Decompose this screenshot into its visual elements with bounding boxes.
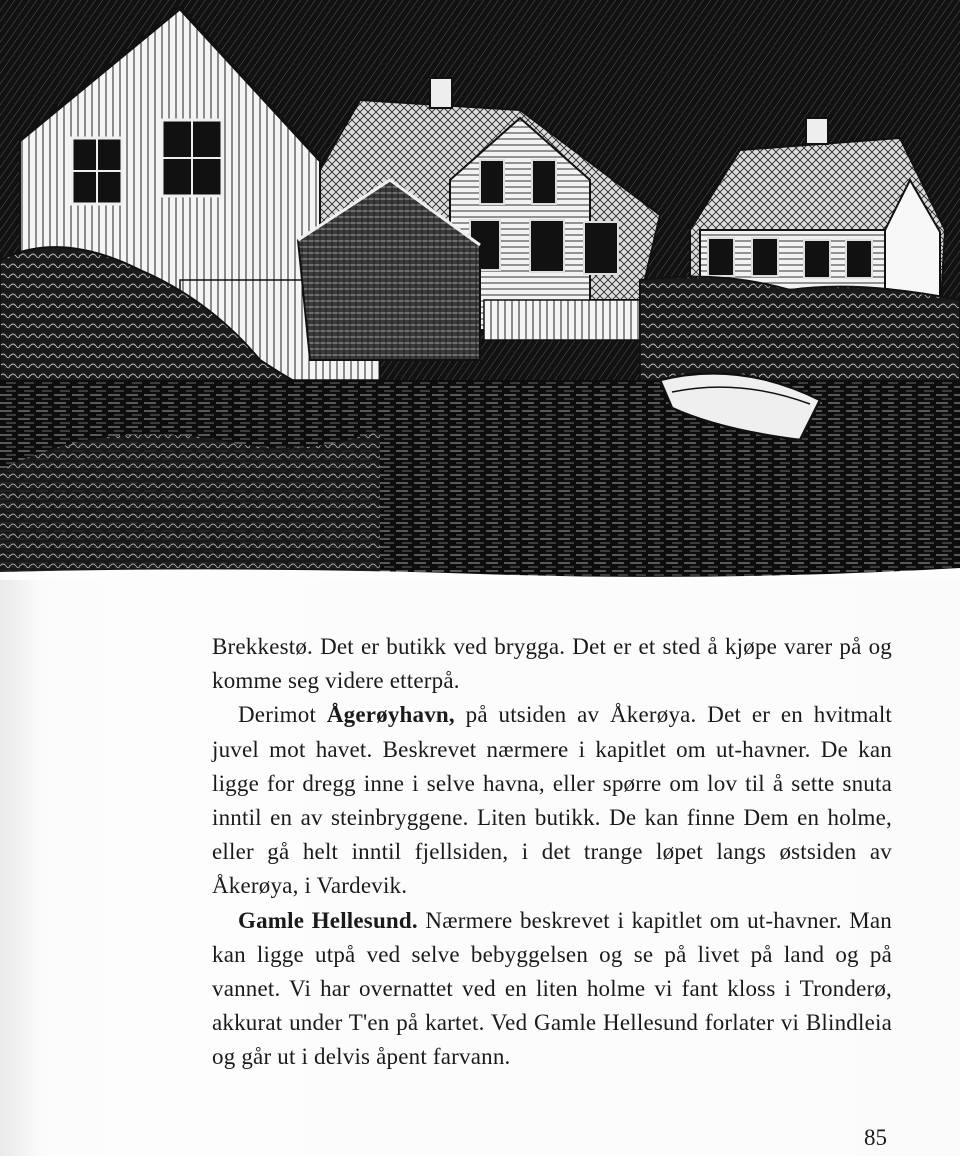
paragraph-text: Brekkestø. Det er butikk ved brygga. Det er et sted å kjøpe varer på og komme seg videre etterpå. <box>212 634 892 694</box>
page-number: 85 <box>864 1125 887 1150</box>
paragraph-text: Nærmere beskrevet i kapitlet om ut-havner. Man kan ligge utpå ved selve bebyggelsen og se på livet på land og på vannet. Vi har overnattet ved en liten holme vi fant kloss i Tronderø, akkurat under T'en på kartet. Ved Gamle Hellesund forlater vi Blindleia og går ut i delvis åpent farvann. <box>212 907 893 1070</box>
body-text <box>212 630 892 1075</box>
place-name-gamle-hellesund: Gamle Hellesund. <box>238 907 418 933</box>
paragraph-brekkesto <box>212 630 892 698</box>
place-name-agerohavn: Ågerøyhavn, <box>326 702 455 728</box>
paragraph-text: på utsiden av Åkerøya. Det er en hvitmalt juvel mot havet. Beskrevet nærmere i kapitlet om ut-havner. De kan ligge for dregg inne i selve havna, eller spørre om lov til å sette snuta inntil en av steinbryggene. Liten butikk. De kan finne Dem en holme, eller gå helt inntil fjellsiden, i det trange løpet langs østsiden av Åkerøya, i Vardevik. <box>212 702 892 899</box>
paragraph-agerohavn <box>212 698 892 903</box>
paragraph-pre: Derimot <box>238 702 327 728</box>
paragraph-gamle-hellesund <box>212 904 892 1075</box>
